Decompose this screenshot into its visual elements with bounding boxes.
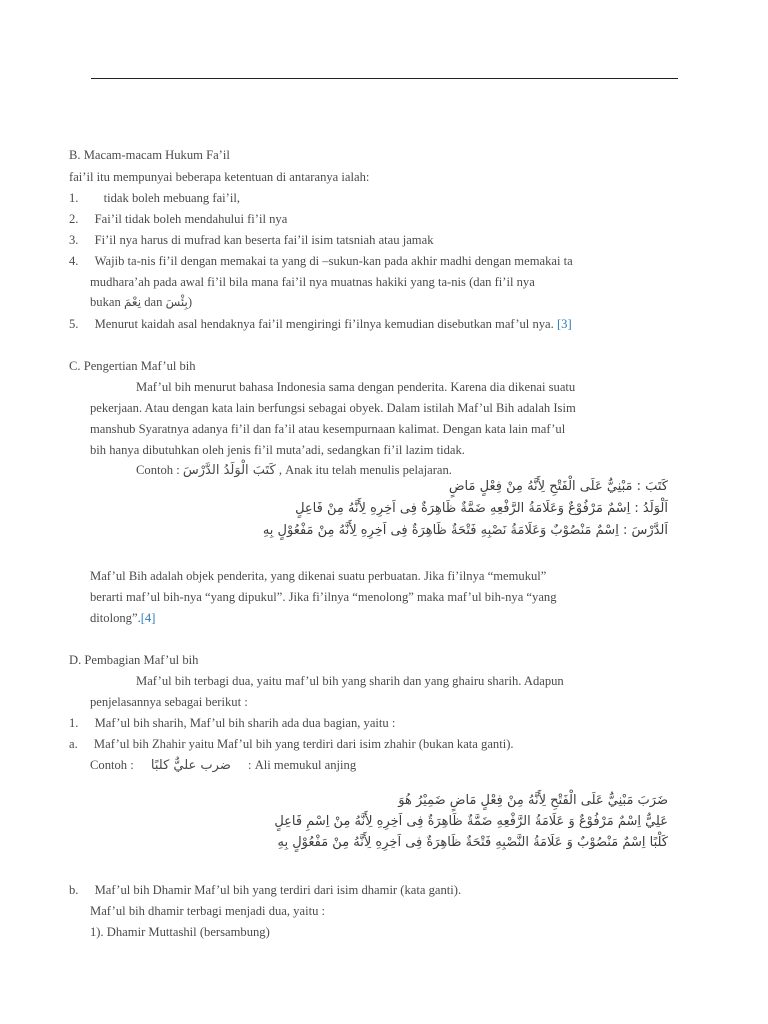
arabic-word: بِئْسَ (165, 295, 188, 309)
header-rule (91, 78, 678, 79)
paragraph-line: pekerjaan. Atau dengan kata lain berfungsi sebagai obyek. Dalam istilah Maf’ul Bih adalah Isim (90, 401, 576, 415)
text-fragment: ) (187, 295, 193, 309)
list-item (69, 736, 514, 752)
example-translation: : Ali memukul anjing (248, 758, 357, 772)
section-d-heading: D. Pembagian Maf’ul bih (69, 653, 199, 667)
paragraph-line: penjelasannya sebagai berikut : (90, 695, 248, 709)
list-text: Wajib ta-nis fi’il dengan memakai ta yang di –sukun-kan pada akhir madhi dengan memakai ta (94, 254, 573, 268)
list-item-continuation: mudhara’ah pada awal fi’il bila mana fai’il nya muatnas hakiki yang ta-nis (dan fi’il nya (90, 275, 535, 289)
paragraph-line: Maf’ul Bih adalah objek penderita, yang dikenai suatu perbuatan. Jika fi’ilnya “memukul” (90, 569, 547, 583)
list-letter: b. (69, 883, 79, 897)
list-item (69, 316, 572, 332)
arabic-analysis-line: كَتَبَ : مَبْنِيٌّ عَلَى الْفَتْحِ لِأَنَّهُ مِنْ فِعْلٍ مَاضٍ (448, 479, 668, 494)
paragraph-line: Maf’ul bih terbagi dua, yaitu maf’ul bih yang sharih dan yang ghairu sharih. Adapun (136, 674, 564, 688)
list-number: 4. (69, 254, 79, 268)
arabic-analysis-line: ضَرَبَ مَبْنِيٌّ عَلَى الْفَتْحِ لِأَنَّهُ مِنْ فِعْلٍ مَاضٍ ضَمِيْرُ هُوَ (398, 793, 668, 808)
list-text: Maf’ul bih Zhahir yaitu Maf’ul bih yang terdiri dari isim zhahir (bukan kata ganti). (93, 737, 514, 751)
list-number: 3. (69, 233, 79, 247)
footnote-link[interactable]: [3] (556, 317, 572, 331)
example-arabic: كَتَبَ الْوَلَدُ الدَّرْسَ (182, 463, 276, 478)
list-text: Maf’ul bih sharih, Maf’ul bih sharih ada dua bagian, yaitu : (94, 716, 396, 730)
paragraph-line: Maf’ul bih menurut bahasa Indonesia sama dengan penderita. Karena dia dikenai suatu (136, 380, 576, 394)
arabic-analysis-line: عَلِيٌّ اِسْمٌ مَرْفُوْعٌ وَ عَلَامَةُ الرَّفْعِهِ ضَمَّةٌ ظَاهِرَةٌ فِى اَخِرِهِ لِأَنَّهُ مِنْ اِسْمِ فَاعِلٍ (274, 814, 668, 829)
list-text: Fi’il nya harus di mufrad kan beserta fai’il isim tatsniah atau jamak (94, 233, 434, 247)
arabic-word: نِعْمَ (123, 295, 142, 309)
paragraph-line: berarti maf’ul bih-nya “yang dipukul”. Jika fi’ilnya “menolong” maka maf’ul bih-nya “yang (90, 590, 557, 604)
list-text: Fai’il tidak boleh mendahului fi’il nya (94, 212, 288, 226)
list-item (69, 882, 461, 898)
footnote-link[interactable]: [4] (140, 611, 156, 625)
text-fragment: dan (144, 295, 163, 309)
paragraph-line: manshub Syaratnya adanya fi’il dan fa’il atau kesempurnaan kalimat. Dengan kata lain maf’ul (90, 422, 566, 436)
example-translation: , Anak itu telah menulis pelajaran. (278, 463, 452, 477)
list-number: 1. (69, 191, 79, 205)
example-arabic: ضرب عليٌّ كلبًا (150, 758, 231, 773)
paragraph-line (90, 610, 155, 626)
text-fragment: bukan (90, 295, 121, 309)
arabic-analysis-line: اَلدَّرْسَ : اِسْمٌ مَنْصُوْبٌ وَعَلَامَةُ نَصْبِهِ فَتْحَةٌ ظَاهِرَةٌ فِى اَخِرِهِ لِأَنَّهُ مِنْ مَفْعُوْلٍ بِهِ (262, 523, 668, 538)
list-item-continuation (90, 294, 192, 310)
paragraph-line: Maf’ul bih dhamir terbagi menjadi dua, yaitu : (90, 904, 326, 918)
list-item (69, 232, 434, 248)
section-b-heading: B. Macam-macam Hukum Fa’il (69, 148, 230, 162)
paragraph-line: bih hanya dibutuhkan oleh jenis fi’il muta’adi, sedangkan fi’il lazim tidak. (90, 443, 465, 457)
arabic-analysis-line: اَلْوَلَدُ : اِسْمٌ مَرْفُوْعٌ وَعَلَامَةُ الرَّفْعِهِ ضَمَّةٌ ظَاهِرَةٌ فِى اَخِرِهِ لِأَنَّهُ مِنْ فَاعِلٍ (295, 501, 668, 516)
list-item (69, 211, 287, 227)
section-b-intro: fai’il itu mempunyai beberapa ketentuan di antaranya ialah: (69, 170, 370, 184)
example-line (136, 462, 452, 479)
list-number: 5. (69, 317, 79, 331)
arabic-analysis-line: كَلْبًا اِسْمٌ مَنْصُوْبٌ وَ عَلَامَةُ النَّصْبِهِ فَتْحَةٌ ظَاهِرَةٌ فِى اَخِرِهِ لِأَنَّهُ مِنْ مَفْعُوْلٍ بِهِ (277, 835, 668, 850)
list-text: Menurut kaidah asal hendaknya fai’il mengiringi fi’ilnya kemudian disebutkan maf’ul nya. (94, 317, 554, 331)
list-number: 2. (69, 212, 79, 226)
example-label: Contoh : (136, 463, 180, 477)
list-letter: a. (69, 737, 78, 751)
sub-list-item: 1). Dhamir Muttashil (bersambung) (90, 925, 270, 939)
list-item (69, 190, 240, 206)
list-item (69, 715, 395, 731)
list-text: Maf’ul bih Dhamir Maf’ul bih yang terdiri dari isim dhamir (kata ganti). (94, 883, 462, 897)
text-fragment: ditolong”. (90, 611, 141, 625)
section-c-heading: C. Pengertian Maf’ul bih (69, 359, 196, 373)
example-line (90, 757, 356, 774)
list-text: tidak boleh mebuang fai’il, (103, 191, 241, 205)
list-number: 1. (69, 716, 79, 730)
list-item (69, 253, 573, 269)
example-label: Contoh : (90, 758, 134, 772)
